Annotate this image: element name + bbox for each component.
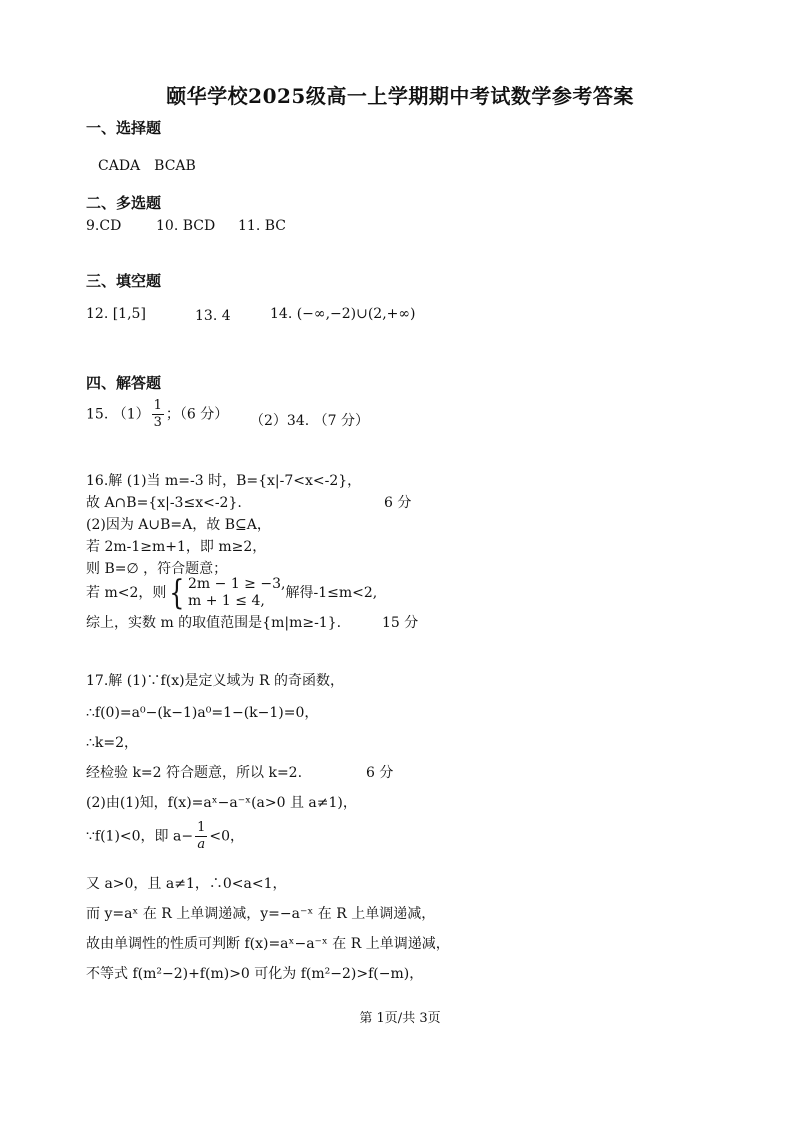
q17-line-5: (2)由(1)知，f(x)=aˣ−a⁻ˣ(a>0 且 a≠1)， bbox=[86, 795, 357, 811]
q16-sys-row2: m + 1 ≤ 4, bbox=[188, 593, 265, 609]
answer-q11: 11. BC bbox=[238, 218, 286, 234]
q16-sys-row1: 2m − 1 ≥ −3, bbox=[188, 576, 286, 592]
q16-line-5: 则 B=∅ ，符合题意； bbox=[86, 561, 228, 577]
q16-score-2: 15 分 bbox=[382, 615, 419, 631]
q15-frac-num: 1 bbox=[153, 398, 162, 413]
answer-q15 bbox=[86, 398, 228, 431]
q16-line-7: 综上，实数 m 的取值范围是{m|m≥-1}. bbox=[86, 615, 342, 631]
q17-line-1: 17.解 (1)∵f(x)是定义域为 R 的奇函数， bbox=[86, 673, 344, 689]
q15-prefix: 15. （1） bbox=[86, 406, 150, 423]
q17-line-7: 又 a>0，且 a≠1，∴0<a<1， bbox=[86, 876, 287, 892]
q16-system bbox=[188, 576, 285, 610]
q17-fraction bbox=[195, 820, 207, 853]
q16-line-1: 16.解 (1)当 m=-3 时，B={x|-7<x<-2}， bbox=[86, 473, 362, 489]
answer-q14: 14. (−∞,−2)∪(2,+∞) bbox=[270, 306, 416, 322]
section-heading-choice: 一、选择题 bbox=[86, 119, 162, 137]
q15-part2: （2）34. （7 分） bbox=[250, 413, 369, 429]
choice-answers: CADA BCAB bbox=[98, 158, 196, 174]
answer-q10: 10. BCD bbox=[156, 218, 216, 234]
answer-q13: 13. 4 bbox=[195, 308, 231, 324]
section-heading-solve: 四、解答题 bbox=[86, 374, 162, 392]
q16-score-1: 6 分 bbox=[384, 495, 412, 511]
q17-l6-pre: ∵f(1)<0，即 a− bbox=[86, 828, 194, 845]
q15-fraction bbox=[152, 398, 164, 431]
q16-line-4: 若 2m-1≥m+1，即 m≥2， bbox=[86, 539, 267, 555]
q16-line-3: (2)因为 A∪B=A，故 B⊆A， bbox=[86, 517, 271, 533]
q17-score-1: 6 分 bbox=[366, 765, 394, 781]
q16-line-2: 故 A∩B={x|-3≤x<-2}. bbox=[86, 495, 242, 511]
q17-line-6 bbox=[86, 820, 244, 853]
brace-symbol: { bbox=[169, 573, 185, 613]
q17-line-2: ∴f(0)=a⁰−(k−1)a⁰=1−(k−1)=0， bbox=[86, 705, 319, 721]
q17-frac-num: 1 bbox=[197, 820, 206, 835]
q15-after-frac: ；（6 分） bbox=[165, 406, 229, 423]
q15-frac-den: 3 bbox=[153, 415, 162, 430]
q17-l6-post: <0， bbox=[209, 828, 245, 845]
q17-line-10: 不等式 f(m²−2)+f(m)>0 可化为 f(m²−2)>f(−m)， bbox=[86, 966, 424, 982]
q17-line-8: 而 y=aˣ 在 R 上单调递减，y=−a⁻ˣ 在 R 上单调递减， bbox=[86, 906, 436, 922]
section-heading-fill: 三、填空题 bbox=[86, 272, 162, 290]
document-title: 颐华学校2025级高一上学期期中考试数学参考答案 bbox=[166, 84, 634, 108]
q17-line-9: 故由单调性的性质可判断 f(x)=aˣ−a⁻ˣ 在 R 上单调递减， bbox=[86, 936, 450, 952]
answer-q12: 12. [1,5] bbox=[86, 306, 146, 322]
q16-l6-pre: 若 m<2，则 bbox=[86, 585, 167, 601]
q16-line-6 bbox=[86, 573, 378, 613]
q16-l6-post: 解得-1≤m<2, bbox=[285, 585, 378, 601]
section-heading-multi: 二、多选题 bbox=[86, 194, 162, 212]
answer-q9: 9.CD bbox=[86, 218, 122, 234]
page-footer: 第 1页/共 3页 bbox=[359, 1011, 441, 1026]
q17-line-4: 经检验 k=2 符合题意，所以 k=2. bbox=[86, 765, 303, 781]
q17-frac-den: a bbox=[197, 837, 206, 852]
q17-line-3: ∴k=2， bbox=[86, 735, 139, 751]
